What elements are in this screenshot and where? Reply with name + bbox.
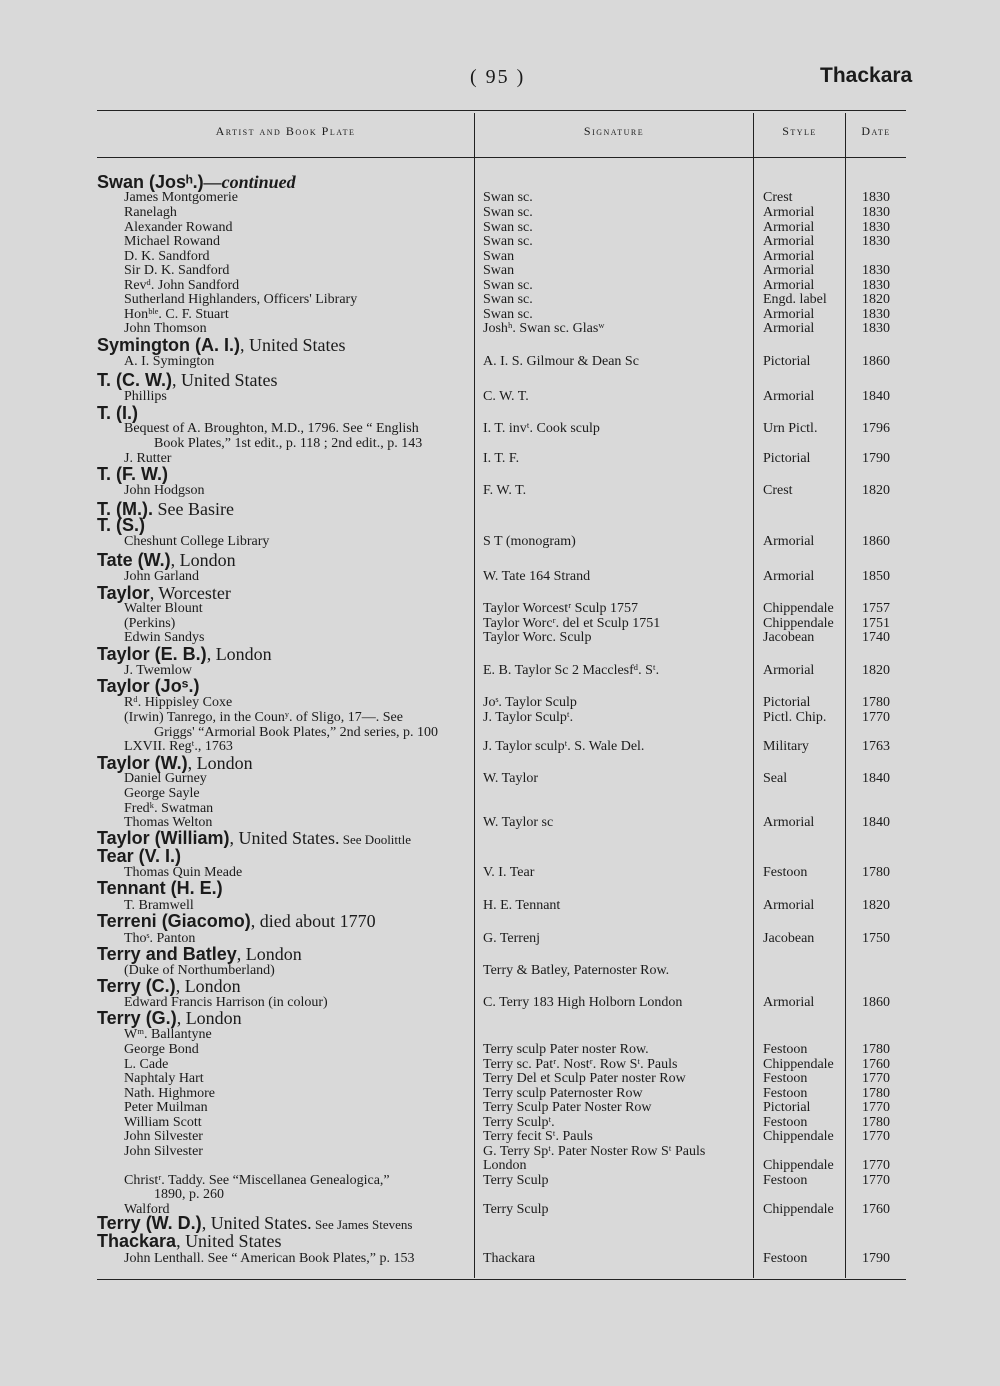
artist-heading [97,403,138,423]
table-row [0,436,1000,452]
artist-heading [97,846,181,866]
style-cell: Armorial [763,569,815,584]
date-cell: 1820 [862,663,890,678]
artist-heading [97,644,272,664]
style-cell: Festoon [763,1086,808,1101]
book-plate-name: Michael Rowand [124,234,221,249]
signature-cell: Terry Sculp [483,1202,549,1217]
artist-heading [97,878,223,898]
book-plate-name: Thomas Welton [124,815,213,830]
date-cell: 1770 [862,1071,890,1086]
style-cell: Chippendale [763,1129,834,1144]
date-cell: 1840 [862,815,890,830]
artist-name: T. (S.) [97,515,145,535]
artist-heading [97,944,302,964]
book-plate-name: Thoˢ. Panton [124,931,196,946]
date-cell: 1760 [862,1057,890,1072]
style-cell: Festoon [763,1115,808,1130]
date-cell: 1850 [862,569,890,584]
signature-cell: Swan sc. [483,292,533,307]
signature-cell: E. B. Taylor Sc 2 Macclesfᵈ. Sᵗ. [483,663,660,678]
book-plate-name: Wᵐ. Ballantyne [124,1027,212,1042]
table-top-rule [97,110,906,111]
table-row [0,321,1000,337]
table-row [0,815,1000,831]
table-row [0,963,1000,979]
date-cell: 1780 [862,1115,890,1130]
artist-name: Tate (W.) [97,550,171,570]
column-header-style: Style [782,124,817,138]
date-cell: 1740 [862,630,890,645]
signature-cell: Terry sc. Patʳ. Nostʳ. Row Sᵗ. Pauls [483,1057,678,1072]
running-head: Thackara [820,64,913,87]
style-cell: Crest [763,190,793,205]
table-row [0,354,1000,370]
style-cell: Chippendale [763,1202,834,1217]
book-plate-name: Walter Blount [124,601,203,616]
artist-name: Thackara [97,1231,177,1251]
style-cell: Armorial [763,205,815,220]
style-cell: Festoon [763,1251,808,1266]
signature-cell: H. E. Tennant [483,898,561,913]
see-reference: See James Stevens [311,1217,413,1232]
book-plate-name: (Duke of Northumberland) [124,963,275,978]
signature-cell: Terry fecit Sᵗ. Pauls [483,1129,593,1144]
signature-cell: Taylor Worcestʳ Sculp 1757 [483,601,639,616]
style-cell: Festoon [763,1042,808,1057]
date-cell: 1830 [862,220,890,235]
book-plate-name: Ranelagh [124,205,177,220]
style-cell: Armorial [763,249,815,264]
style-cell: Pictl. Chip. [763,710,827,725]
table-row [0,663,1000,679]
date-cell: 1820 [862,483,890,498]
style-cell: Pictorial [763,695,811,710]
style-cell: Festoon [763,1173,808,1188]
artist-location: , Worcester [149,583,231,603]
artist-location: , United States [172,370,278,390]
book-plate-name: J. Rutter [124,451,172,466]
date-cell: 1780 [862,1042,890,1057]
artist-location: —continued [203,172,296,192]
table-row [0,601,1000,617]
table-row [0,1251,1000,1267]
artist-location: , London [187,753,253,773]
book-plate-name: William Scott [124,1115,202,1130]
header-bottom-rule [97,157,906,158]
signature-cell: C. W. T. [483,389,529,404]
book-plate-name: Alexander Rowand [124,220,233,235]
signature-cell: Swan sc. [483,307,533,322]
date-cell: 1757 [862,601,890,616]
signature-cell: F. W. T. [483,483,527,498]
date-cell: 1860 [862,534,890,549]
signature-cell: V. I. Tear [483,865,535,880]
signature-cell: Joshʰ. Swan sc. Glasʷ [483,321,605,336]
table-row [0,190,1000,206]
table-row [0,421,1000,437]
style-cell: Armorial [763,534,815,549]
style-cell: Armorial [763,263,815,278]
date-cell: 1830 [862,278,890,293]
date-cell: 1770 [862,1173,890,1188]
table-row [0,710,1000,726]
table-row [0,1042,1000,1058]
artist-location: , United States. [229,828,340,848]
column-header-date: Date [861,124,891,138]
artist-location: , London [236,944,302,964]
table-row [0,234,1000,250]
table-row [0,1158,1000,1174]
page-number: ( 95 ) [470,66,526,88]
book-plate-name: Bequest of A. Broughton, M.D., 1796. See “ English [124,421,419,436]
style-cell: Pictorial [763,354,811,369]
signature-cell: Taylor Worcʳ. del et Sculp 1751 [483,616,661,631]
style-cell: Festoon [763,1071,808,1086]
table-row [0,786,1000,802]
artist-name: Taylor [97,583,150,603]
book-plate-name: John Lenthall. See “ American Book Plates,” p. 153 [124,1251,415,1266]
date-cell: 1790 [862,451,890,466]
book-plate-name: Edward Francis Harrison (in colour) [124,995,328,1010]
table-row [0,1100,1000,1116]
artist-heading [97,464,168,484]
book-plate-name: John Hodgson [124,483,205,498]
artist-location: , United States [176,1231,282,1251]
signature-cell: W. Taylor sc [483,815,554,830]
artist-name: Swan (Josʰ.) [97,172,204,192]
artist-location: See Basire [153,499,234,519]
style-cell: Engd. label [763,292,827,307]
signature-cell: Taylor Worc. Sculp [483,630,592,645]
date-cell: 1830 [862,190,890,205]
artist-location: , London [170,550,236,570]
signature-cell: Terry Sculpᵗ. [483,1115,555,1130]
style-cell: Pictorial [763,451,811,466]
date-cell: 1840 [862,389,890,404]
book-plate-name: L. Cade [124,1057,169,1072]
book-plate-name: Walford [124,1202,170,1217]
table-bottom-rule [97,1279,906,1280]
date-cell: 1796 [862,421,890,436]
style-cell: Military [763,739,809,754]
artist-name: Tennant (H. E.) [97,878,223,898]
style-cell: Chippendale [763,616,834,631]
signature-cell: A. I. S. Gilmour & Dean Sc [483,354,639,369]
style-cell: Jacobean [763,931,815,946]
artist-name: Terry (W. D.) [97,1213,202,1233]
artist-name: Terreni (Giacomo) [97,911,251,931]
signature-cell: Terry Sculp [483,1173,549,1188]
table-row [0,1027,1000,1043]
style-cell: Jacobean [763,630,815,645]
artist-name: Taylor (William) [97,828,230,848]
style-cell: Armorial [763,815,815,830]
artist-name: Taylor (W.) [97,753,188,773]
table-row [0,483,1000,499]
table-row [0,739,1000,755]
table-row [0,931,1000,947]
style-cell: Urn Pictl. [763,421,818,436]
signature-cell: Swan sc. [483,278,533,293]
book-plate-name: John Silvester [124,1129,203,1144]
artist-location: , died about 1770 [250,911,376,931]
style-cell: Chippendale [763,1158,834,1173]
artist-location: , London [206,644,272,664]
artist-heading [97,753,253,773]
date-cell: 1830 [862,307,890,322]
date-cell: 1770 [862,710,890,725]
artist-name: Terry (G.) [97,1008,177,1028]
date-cell: 1763 [862,739,890,754]
style-cell: Armorial [763,220,815,235]
artist-heading [97,550,236,570]
signature-cell: Swan [483,263,515,278]
book-plate-name: Sutherland Highlanders, Officers' Library [124,292,358,307]
date-cell: 1780 [862,1086,890,1101]
book-plate-name: (Irwin) Tanrego, in the Counʸ. of Sligo, 17—. See [124,710,403,725]
signature-cell: Swan sc. [483,190,533,205]
date-cell: 1830 [862,321,890,336]
artist-location: , United States. [201,1213,312,1233]
signature-cell: Swan sc. [483,205,533,220]
signature-cell: C. Terry 183 High Holborn London [483,995,683,1010]
artist-name: T. (F. W.) [97,464,168,484]
style-cell: Armorial [763,234,815,249]
book-plate-name: Book Plates,” 1st edit., p. 118 ; 2nd edit., p. 143 [154,436,423,451]
signature-cell: G. Terry Spᵗ. Pater Noster Row Sᵗ Pauls [483,1144,706,1159]
date-cell: 1820 [862,898,890,913]
artist-location: , London [175,976,241,996]
artist-heading [97,676,199,696]
date-cell: 1780 [862,865,890,880]
date-cell: 1750 [862,931,890,946]
style-cell: Armorial [763,321,815,336]
date-cell: 1860 [862,995,890,1010]
style-cell: Armorial [763,898,815,913]
style-cell: Chippendale [763,1057,834,1072]
date-cell: 1770 [862,1129,890,1144]
book-plate-name: D. K. Sandford [124,249,210,264]
book-plate-name: Christʳ. Taddy. See “Miscellanea Genealogica,” [124,1173,390,1188]
book-plate-name: Rᵈ. Hippisley Coxe [124,695,233,710]
style-cell: Chippendale [763,601,834,616]
artist-heading [97,1008,242,1028]
table-row [0,1129,1000,1145]
artist-heading [97,976,241,996]
signature-cell: I. T. F. [483,451,520,466]
table-row [0,389,1000,405]
style-cell: Armorial [763,389,815,404]
artist-name: Taylor (E. B.) [97,644,207,664]
artist-heading [97,335,346,355]
book-plate-name: Cheshunt College Library [124,534,270,549]
table-row [0,1202,1000,1218]
artist-heading [97,1231,282,1251]
book-plate-name: Revᵈ. John Sandford [124,278,240,293]
date-cell: 1820 [862,292,890,307]
signature-cell: W. Tate 164 Strand [483,569,591,584]
signature-cell: Swan [483,249,515,264]
book-plate-name: Naphtaly Hart [124,1071,204,1086]
column-header-artist: Artist and Book Plate [215,124,356,138]
book-plate-name: John Silvester [124,1144,203,1159]
book-plate-name: Daniel Gurney [124,771,207,786]
date-cell: 1840 [862,771,890,786]
artist-location: , London [176,1008,242,1028]
table-row [0,292,1000,308]
signature-cell: S T (monogram) [483,534,576,549]
artist-heading [97,911,376,931]
signature-cell: Swan sc. [483,220,533,235]
book-plate-name: J. Twemlow [124,663,192,678]
table-row [0,630,1000,646]
book-plate-name: Nath. Highmore [124,1086,215,1101]
book-plate-name: Phillips [124,389,167,404]
signature-cell: J. Taylor Sculpᵗ. [483,710,574,725]
table-row [0,995,1000,1011]
book-plate-name: 1890, p. 260 [154,1187,224,1202]
signature-cell: J. Taylor sculpᵗ. S. Wale Del. [483,739,645,754]
table-row [0,205,1000,221]
book-plate-name: T. Bramwell [124,898,194,913]
artist-name: Taylor (Joˢ.) [97,676,200,696]
artist-heading [97,370,278,390]
style-cell: Festoon [763,865,808,880]
book-plate-name: John Thomson [124,321,207,336]
book-plate-name: George Sayle [124,786,200,801]
see-reference: See Doolittle [339,832,412,847]
artist-heading [97,172,296,192]
date-cell: 1830 [862,205,890,220]
book-plate-name: Fredᵏ. Swatman [124,801,214,816]
book-plate-name: (Perkins) [124,616,176,631]
date-cell: 1770 [862,1100,890,1115]
table-row [0,865,1000,881]
book-plate-name: Thomas Quin Meade [124,865,243,880]
artist-name: Tear (V. I.) [97,846,182,866]
book-plate-name: Peter Muilman [124,1100,208,1115]
book-plate-name: A. I. Symington [124,354,215,369]
artist-name: Terry (C.) [97,976,176,996]
date-cell: 1751 [862,616,890,631]
artist-location: , United States [240,335,346,355]
book-plate-name: Honᵇˡᵉ. C. F. Stuart [124,307,229,322]
signature-cell: Thackara [483,1251,536,1266]
artist-heading [97,583,231,603]
signature-cell: London [483,1158,527,1173]
signature-cell: W. Taylor [483,771,539,786]
date-cell: 1830 [862,234,890,249]
artist-name: T. (I.) [97,403,138,423]
style-cell: Pictorial [763,1100,811,1115]
book-plate-name: Griggs' “Armorial Book Plates,” 2nd series, p. 100 [154,725,439,740]
table-row [0,569,1000,585]
table-row [0,695,1000,711]
table-row [0,451,1000,467]
date-cell: 1860 [862,354,890,369]
signature-cell: Swan sc. [483,234,533,249]
date-cell: 1780 [862,695,890,710]
date-cell: 1760 [862,1202,890,1217]
book-plate-name: James Montgomerie [124,190,238,205]
style-cell: Crest [763,483,793,498]
book-plate-name: Sir D. K. Sandford [124,263,230,278]
book-plate-name: LXVII. Regᵗ., 1763 [124,739,233,754]
style-cell: Armorial [763,278,815,293]
signature-cell: Terry & Batley, Paternoster Row. [483,963,670,978]
style-cell: Armorial [763,995,815,1010]
table-row [0,1187,1000,1203]
signature-cell: Terry sculp Pater noster Row. [483,1042,649,1057]
artist-name: T. (M.). [97,499,153,519]
signature-cell: Terry Del et Sculp Pater noster Row [483,1071,686,1086]
table-row [0,898,1000,914]
signature-cell: G. Terrenj [483,931,541,946]
style-cell: Seal [763,771,788,786]
table-row [0,263,1000,279]
artist-heading [97,515,145,535]
date-cell: 1790 [862,1251,890,1266]
artist-name: T. (C. W.) [97,370,172,390]
date-cell: 1770 [862,1158,890,1173]
style-cell: Armorial [763,663,815,678]
book-plate-name: John Garland [124,569,200,584]
column-header-signature: Signature [583,124,645,138]
book-plate-name: Edwin Sandys [124,630,205,645]
signature-cell: Joˢ. Taylor Sculp [483,695,577,710]
table-row [0,1071,1000,1087]
date-cell: 1830 [862,263,890,278]
style-cell: Armorial [763,307,815,322]
signature-cell: Terry sculp Paternoster Row [483,1086,643,1101]
artist-name: Terry and Batley [97,944,237,964]
artist-name: Symington (A. I.) [97,335,240,355]
signature-cell: Terry Sculp Pater Noster Row [483,1100,652,1115]
table-row [0,534,1000,550]
table-row [0,771,1000,787]
book-plate-name: George Bond [124,1042,199,1057]
signature-cell: I. T. invᵗ. Cook sculp [483,421,600,436]
